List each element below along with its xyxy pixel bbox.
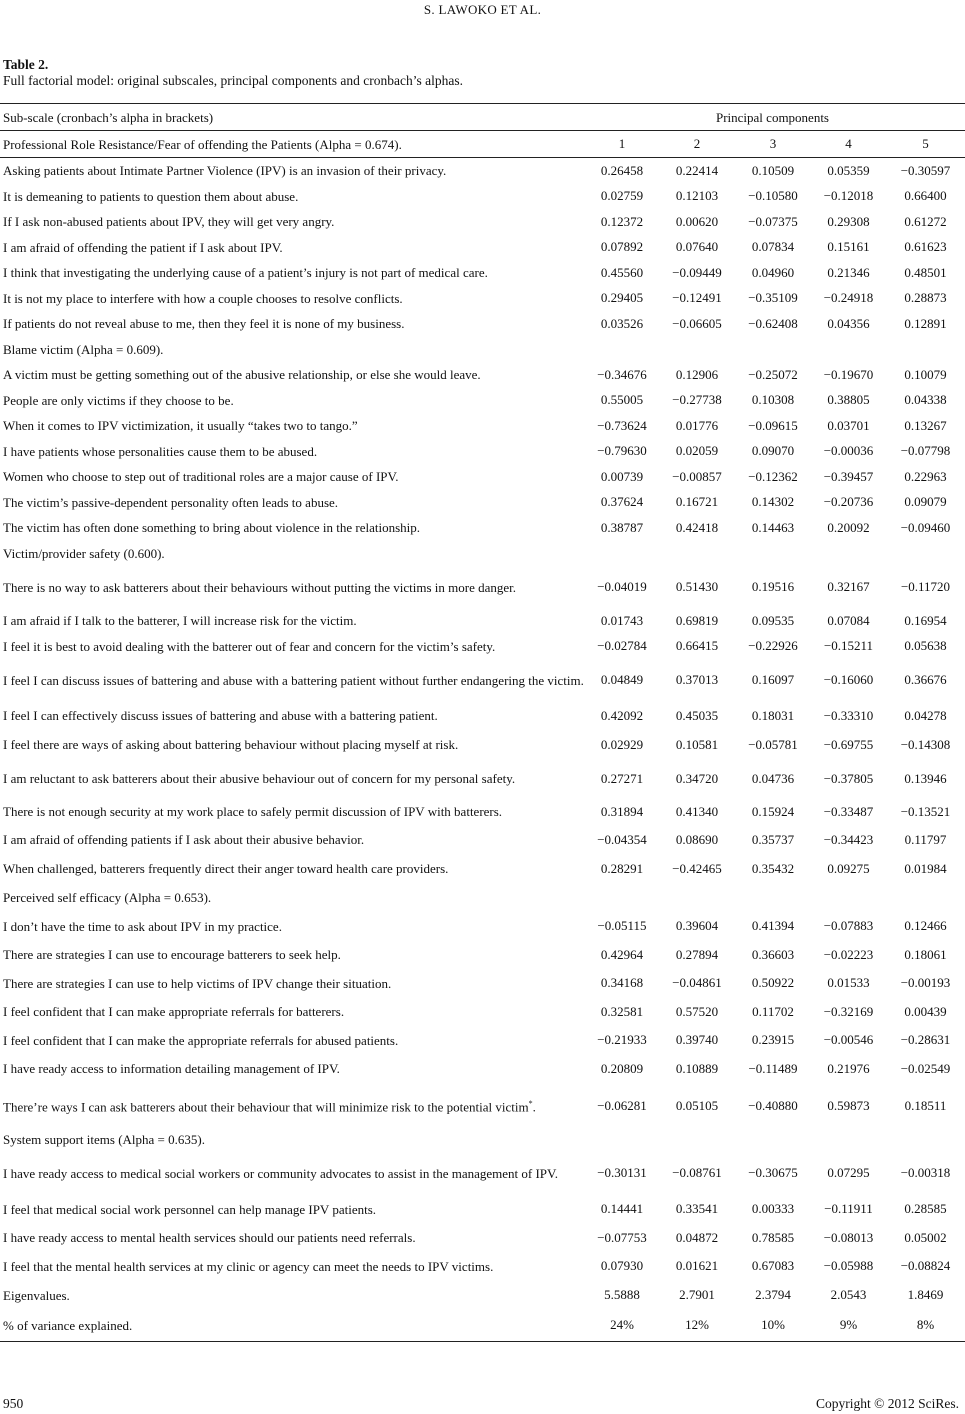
row-label: I am afraid if I talk to the batterer, I will increase risk for the victim.: [3, 613, 357, 629]
table-row: [0, 362, 965, 388]
loading-cell: 0.20092: [827, 519, 870, 535]
loading-cell: −0.39457: [823, 468, 874, 484]
loading-cell: 0.14463: [751, 519, 795, 535]
loading-cell: 0.10889: [675, 1060, 719, 1076]
table-row: [0, 1128, 965, 1151]
table-row: [0, 184, 965, 210]
loading-cell: 0.34168: [600, 975, 644, 991]
table-row: [0, 439, 965, 465]
loading-cell: 0.22414: [675, 162, 719, 178]
loading-cell: −0.35109: [748, 290, 798, 306]
loading-cell: 0.09070: [751, 443, 795, 459]
loading-cell: −0.19670: [823, 366, 874, 382]
loading-cell: −0.22926: [748, 638, 798, 654]
row-label: When it comes to IPV victimization, it usually “takes two to tango.”: [3, 418, 358, 434]
loading-cell: 0.12891: [904, 315, 947, 331]
loading-cell: −0.15211: [823, 638, 874, 654]
loading-cell: 0.16954: [904, 612, 947, 628]
component-number: 1: [618, 136, 626, 151]
row-label: If I ask non-abused patients about IPV, they will get very angry.: [3, 214, 335, 230]
loading-cell: −0.13521: [900, 803, 951, 819]
row-label: It is not my place to interfere with how a couple chooses to resolve conflicts.: [3, 290, 403, 306]
loading-cell: 0.07295: [827, 1165, 870, 1180]
loading-cell: −0.79630: [597, 443, 647, 459]
loading-cell: −0.09615: [748, 417, 798, 433]
row-label: Asking patients about Intimate Partner Violence (IPV) is an invasion of their privacy.: [3, 163, 447, 179]
running-header: S. LAWOKO ET AL.: [423, 2, 542, 17]
copyright-notice: Copyright © 2012 SciRes.: [815, 1396, 959, 1411]
loading-cell: 0.37624: [600, 494, 644, 510]
loading-cell: 8%: [916, 1317, 935, 1332]
loading-cell: 0.02929: [600, 736, 644, 752]
loading-cell: 0.05105: [675, 1097, 719, 1113]
loading-cell: 0.09275: [827, 860, 870, 876]
table-row: [0, 1252, 965, 1281]
loading-cell: 0.12372: [600, 213, 644, 229]
loading-cell: −0.28631: [900, 1032, 951, 1048]
loading-cell: 0.19516: [751, 579, 795, 594]
component-number: 2: [693, 136, 701, 151]
loading-cell: 0.00333: [751, 1201, 795, 1217]
loading-cell: 0.26458: [600, 162, 644, 178]
table-row: [0, 759, 965, 798]
table-caption: [3, 57, 958, 89]
loading-cell: −0.34423: [823, 831, 874, 847]
row-label: The victim’s passive-dependent personality often leads to abuse.: [3, 494, 339, 510]
loading-cell: −0.04861: [672, 975, 722, 991]
loading-cell: −0.05115: [597, 918, 647, 934]
table-row: [0, 286, 965, 312]
loading-cell: −0.42465: [672, 860, 722, 876]
row-label: I feel there are ways of asking about battering behaviour without placing myself at risk.: [3, 737, 459, 752]
row-label: There are strategies I can use to help victims of IPV change their situation.: [3, 975, 392, 991]
table-row: [0, 260, 965, 286]
row-label: I feel confident that I can make appropriate referrals for batterers.: [3, 1004, 345, 1020]
row-label: I am afraid of offending patients if I ask about their abusive behavior.: [3, 832, 365, 847]
loading-cell: 0.07084: [827, 612, 870, 628]
loading-cell: 0.09079: [904, 494, 947, 510]
row-label: I feel it is best to avoid dealing with the batterer out of fear and concern for the victim’s safety.: [3, 638, 496, 654]
row-label: It is demeaning to patients to question them about abuse.: [3, 188, 299, 204]
loading-cell: 0.07930: [600, 1258, 644, 1274]
loading-cell: 0.67083: [751, 1258, 795, 1274]
loading-cell: −0.11720: [900, 579, 951, 594]
loading-cell: 0.78585: [751, 1229, 795, 1245]
table-row: [0, 388, 965, 414]
loading-cell: −0.27738: [672, 392, 722, 408]
loading-cell: 0.61272: [904, 213, 947, 229]
subscale-title: Professional Role Resistance/Fear of offending the Patients (Alpha = 0.674).: [3, 136, 402, 152]
loading-cell: 0.57520: [675, 1003, 719, 1019]
loading-cell: 0.45035: [675, 707, 719, 723]
loading-cell: 0.12103: [675, 188, 719, 204]
loading-cell: −0.30675: [748, 1165, 798, 1180]
row-label: I think that investigating the underlying cause of a patient’s injury is not part of medical care.: [3, 265, 488, 281]
loading-cell: 0.45560: [600, 264, 644, 280]
loading-cell: −0.00318: [900, 1165, 951, 1180]
row-label: I am afraid of offending the patient if I ask about IPV.: [3, 239, 283, 255]
loading-cell: 0.36676: [904, 672, 947, 687]
table-row: [0, 912, 965, 941]
loading-cell: 0.29308: [827, 213, 870, 229]
table-row: [0, 730, 965, 759]
subscale-header: Sub-scale (cronbach’s alpha in brackets): [3, 110, 214, 125]
loading-cell: −0.30131: [597, 1165, 647, 1180]
row-label: The victim has often done something to bring about violence in the relationship.: [3, 520, 420, 536]
row-label: I feel confident that I can make the appropriate referrals for abused patients.: [3, 1032, 399, 1048]
row-label: Eigenvalues.: [3, 1287, 70, 1303]
table-row: [0, 608, 965, 634]
loading-cell: 0.66400: [904, 188, 947, 204]
loading-cell: −0.00193: [900, 975, 951, 991]
loading-cell: −0.02784: [597, 638, 647, 654]
loading-cell: 0.31894: [600, 803, 644, 819]
loading-cell: 0.01533: [827, 975, 870, 991]
loading-cell: −0.06281: [597, 1097, 647, 1113]
table-header-row: [0, 104, 965, 131]
loading-cell: −0.30597: [900, 162, 951, 178]
loading-cell: 0.37013: [675, 672, 719, 687]
loading-cell: −0.21933: [597, 1032, 647, 1048]
loading-cell: −0.24918: [823, 290, 874, 306]
loading-cell: 0.15924: [751, 803, 795, 819]
row-label: Women who choose to step out of traditional roles are a major cause of IPV.: [3, 469, 399, 485]
table-row: [0, 311, 965, 337]
loading-cell: 0.01743: [600, 612, 644, 628]
loading-cell: 0.42964: [600, 946, 644, 962]
loading-cell: 0.14302: [751, 494, 795, 510]
row-label: I have patients whose personalities cause them to be abused.: [3, 443, 318, 459]
loading-cell: −0.34676: [597, 366, 647, 382]
loading-cell: 0.02759: [600, 188, 644, 204]
loading-cell: 0.07640: [675, 239, 719, 255]
loading-cell: 0.12466: [904, 918, 947, 934]
loading-cell: −0.37805: [823, 770, 874, 786]
table-row: [0, 1281, 965, 1310]
table-row: [0, 1083, 965, 1128]
table-row: [0, 490, 965, 516]
footnote-marker: *: [528, 1099, 533, 1109]
loading-cell: 0.00739: [600, 468, 644, 484]
loading-cell: 0.39604: [675, 918, 719, 934]
loading-cell: 0.28291: [600, 860, 644, 876]
row-label: I feel I can effectively discuss issues of battering and abuse with a battering patient.: [3, 708, 438, 723]
loading-cell: 0.41394: [751, 918, 795, 934]
row-label: System support items (Alpha = 0.635).: [3, 1132, 205, 1147]
loading-cell: −0.11911: [824, 1201, 873, 1217]
loading-cell: 0.35432: [751, 860, 795, 876]
row-label: People are only victims if they choose to be.: [3, 392, 234, 408]
loading-cell: 0.18061: [904, 946, 947, 962]
loading-cell: 0.01621: [675, 1258, 719, 1274]
row-label: % of variance explained.: [3, 1317, 133, 1333]
loading-cell: −0.04354: [597, 831, 647, 847]
row-label: I don’t have the time to ask about IPV in my practice.: [3, 918, 282, 934]
loading-cell: 0.69819: [675, 612, 719, 628]
loading-cell: 2.0543: [830, 1287, 867, 1302]
loading-cell: 2.7901: [679, 1287, 715, 1302]
loading-cell: 0.08690: [675, 831, 719, 847]
loading-cell: 0.07892: [600, 239, 644, 255]
table-row: [0, 1151, 965, 1195]
row-label: I feel I can discuss issues of battering and abuse with a battering patient without further endangering the victim.: [3, 672, 584, 688]
table-row: [0, 825, 965, 854]
loading-cell: −0.07883: [823, 918, 874, 934]
loading-cell: 0.02059: [675, 443, 719, 459]
loading-cell: 2.3794: [755, 1287, 791, 1302]
loading-cell: −0.20736: [823, 494, 874, 510]
loading-cell: 1.8469: [907, 1287, 944, 1302]
row-label: If patients do not reveal abuse to me, then they feel it is none of my business.: [3, 316, 405, 332]
loading-cell: 0.35737: [751, 831, 795, 847]
loading-cell: 0.14441: [600, 1201, 644, 1217]
loading-cell: −0.40880: [748, 1097, 798, 1113]
table-label: Table 2.: [3, 57, 49, 72]
table-row: [0, 1055, 965, 1084]
loading-cell: −0.08824: [900, 1258, 951, 1274]
loading-cell: 0.42418: [675, 519, 719, 535]
loading-cell: −0.08013: [823, 1229, 874, 1245]
loading-cell: 0.18031: [751, 707, 795, 723]
loading-cell: 0.12906: [675, 366, 719, 382]
loading-cell: 0.00620: [675, 213, 719, 229]
loading-cell: 0.48501: [904, 264, 947, 280]
loading-cell: 0.03526: [600, 315, 644, 331]
loading-cell: 0.04849: [600, 672, 644, 687]
loading-cell: −0.10580: [748, 188, 798, 204]
loading-cell: 0.55005: [600, 392, 644, 408]
loading-cell: 0.27271: [600, 770, 644, 786]
loading-cell: 0.05002: [904, 1229, 947, 1245]
loading-cell: −0.12362: [748, 468, 798, 484]
table-row: [0, 413, 965, 439]
loading-cell: 0.28585: [904, 1201, 947, 1217]
table-title: Full factorial model: original subscales, principal components and cronbach’s alphas.: [3, 73, 464, 88]
loading-cell: −0.73624: [597, 417, 647, 433]
loading-cell: 12%: [685, 1317, 709, 1332]
row-label: I have ready access to medical social workers or community advocates to assist in the management of IPV.: [3, 1165, 558, 1181]
loading-cell: −0.11489: [748, 1060, 798, 1076]
loading-cell: −0.62408: [748, 315, 798, 331]
loading-cell: −0.00036: [823, 443, 874, 459]
loading-cell: 0.01984: [904, 860, 947, 876]
row-label: I feel that medical social work personnel can help manage IPV patients.: [3, 1201, 377, 1217]
row-label: There’re ways I can ask batterers about their behaviour that will minimize risk to the potential victim*.: [3, 1099, 536, 1115]
loading-cell: 0.10079: [904, 366, 947, 382]
table-row: [0, 659, 965, 701]
loading-cell: 0.21346: [827, 264, 870, 280]
loading-cell: 0.04872: [675, 1229, 719, 1245]
loading-cell: 0.20809: [600, 1060, 644, 1076]
loading-cell: 0.04338: [904, 392, 947, 408]
loading-cell: 0.29405: [600, 290, 644, 306]
loading-cell: 0.01776: [675, 417, 719, 433]
loading-cell: 0.33541: [675, 1201, 719, 1217]
row-label: When challenged, batterers frequently direct their anger toward health care providers.: [3, 861, 449, 876]
loading-cell: −0.25072: [748, 366, 798, 382]
loading-cell: −0.02549: [900, 1060, 951, 1076]
table-row: [0, 337, 965, 363]
page-number: 950: [3, 1396, 24, 1411]
loading-cell: −0.07798: [900, 443, 951, 459]
loading-cell: −0.33487: [823, 803, 874, 819]
row-label: I feel that the mental health services at my clinic or agency can meet the needs to IPV victims.: [3, 1258, 494, 1274]
table-row: [0, 941, 965, 970]
loading-cell: 0.07834: [751, 239, 795, 255]
row-label: I am reluctant to ask batterers about their abusive behaviour out of concern for my personal safety.: [3, 771, 516, 786]
table-row: [0, 969, 965, 998]
loading-cell: −0.09449: [672, 264, 722, 280]
loading-cell: 0.03701: [827, 417, 870, 433]
principal-components-header: Principal components: [715, 110, 829, 125]
row-label: Victim/provider safety (0.600).: [3, 545, 165, 561]
table-body: [0, 158, 965, 1341]
table-row: [0, 998, 965, 1027]
table-row: [0, 1195, 965, 1224]
component-number: 3: [769, 136, 777, 151]
component-number: 5: [922, 136, 929, 151]
table-row: [0, 515, 965, 541]
loading-cell: 5.5888: [604, 1287, 640, 1302]
loading-cell: −0.08761: [672, 1165, 722, 1180]
table-row: [0, 541, 965, 567]
loading-cell: 0.32167: [827, 579, 870, 594]
loading-cell: −0.02223: [823, 946, 874, 962]
table-row: [0, 634, 965, 660]
loading-cell: 0.59873: [827, 1097, 870, 1113]
loading-cell: −0.06605: [672, 315, 722, 331]
loading-cell: 0.00439: [904, 1003, 947, 1019]
loading-cell: −0.14308: [900, 736, 951, 752]
loading-cell: 0.51430: [675, 579, 719, 594]
table-row: [0, 701, 965, 730]
table-row: [0, 235, 965, 261]
loading-cell: 0.36603: [751, 946, 795, 962]
row-label: A victim must be getting something out of the abusive relationship, or else she would leave.: [3, 367, 481, 383]
loading-cell: 0.04736: [751, 770, 795, 786]
row-label: I have ready access to information detailing management of IPV.: [3, 1061, 340, 1077]
loading-cell: −0.16060: [823, 672, 874, 687]
table-subheader-row: [0, 131, 965, 158]
loading-cell: 0.04356: [827, 315, 870, 331]
table-row: [0, 209, 965, 235]
loading-cell: 0.10509: [751, 162, 795, 178]
loading-cell: 0.04960: [751, 264, 795, 280]
row-label: There is no way to ask batterers about their behaviours without putting the victims in more danger.: [3, 579, 517, 595]
loading-cell: −0.32169: [823, 1003, 874, 1019]
factor-table: [0, 103, 965, 1342]
loading-cell: 0.09535: [751, 612, 795, 628]
loading-cell: 0.23915: [751, 1032, 795, 1048]
loading-cell: 0.21976: [827, 1060, 870, 1076]
loading-cell: −0.12491: [672, 290, 722, 306]
loading-cell: 0.05638: [904, 638, 947, 654]
loading-cell: 0.15161: [827, 239, 870, 255]
table-row: [0, 1026, 965, 1055]
loading-cell: 0.38787: [600, 519, 644, 535]
loading-cell: 0.10308: [751, 392, 795, 408]
loading-cell: −0.09460: [900, 519, 951, 535]
loading-cell: 9%: [839, 1317, 858, 1332]
loading-cell: −0.33310: [823, 707, 874, 723]
row-label: There are strategies I can use to encourage batterers to seek help.: [3, 947, 341, 963]
table-row: [0, 158, 965, 184]
loading-cell: 0.50922: [751, 975, 795, 991]
row-label: Blame victim (Alpha = 0.609).: [3, 341, 164, 357]
loading-cell: −0.04019: [597, 579, 647, 594]
loading-cell: 0.27894: [675, 946, 719, 962]
table-row: [0, 566, 965, 608]
loading-cell: −0.12018: [823, 188, 874, 204]
loading-cell: −0.05781: [748, 736, 798, 752]
table-row: [0, 464, 965, 490]
loading-cell: 0.13946: [904, 770, 947, 786]
loading-cell: 10%: [761, 1317, 785, 1332]
loading-cell: 0.13267: [904, 417, 947, 433]
loading-cell: −0.07753: [597, 1229, 647, 1245]
loading-cell: 0.04278: [904, 707, 947, 723]
loading-cell: 0.05359: [827, 162, 870, 178]
table-row: [0, 1224, 965, 1253]
loading-cell: 0.41340: [675, 803, 719, 819]
loading-cell: −0.00857: [672, 468, 722, 484]
row-label: I have ready access to mental health services should our patients need referrals.: [3, 1230, 416, 1246]
loading-cell: −0.05988: [823, 1258, 874, 1274]
loading-cell: −0.07375: [748, 213, 798, 229]
row-label: Perceived self efficacy (Alpha = 0.653).: [3, 890, 212, 905]
table-row: [0, 854, 965, 883]
loading-cell: 0.34720: [675, 770, 719, 786]
loading-cell: 0.38805: [827, 392, 870, 408]
loading-cell: 0.32581: [600, 1003, 644, 1019]
loading-cell: 24%: [610, 1317, 634, 1332]
loading-cell: 0.39740: [675, 1032, 719, 1048]
loading-cell: 0.61623: [904, 239, 947, 255]
loading-cell: 0.22963: [904, 468, 947, 484]
loading-cell: 0.11702: [752, 1003, 794, 1019]
loading-cell: −0.69755: [823, 736, 874, 752]
row-label: There is not enough security at my work place to safely permit discussion of IPV with batterers.: [3, 804, 503, 819]
table-row: [0, 1310, 965, 1341]
loading-cell: 0.11797: [904, 831, 947, 847]
loading-cell: 0.42092: [600, 707, 644, 723]
loading-cell: 0.18511: [904, 1097, 947, 1113]
loading-cell: −0.00546: [823, 1032, 874, 1048]
loading-cell: 0.66415: [675, 638, 719, 654]
table-row: [0, 798, 965, 825]
loading-cell: 0.28873: [904, 290, 947, 306]
component-number: 4: [845, 136, 852, 151]
loading-cell: 0.10581: [675, 736, 719, 752]
loading-cell: 0.16097: [751, 672, 795, 687]
loading-cell: 0.16721: [675, 494, 719, 510]
table-row: [0, 883, 965, 912]
